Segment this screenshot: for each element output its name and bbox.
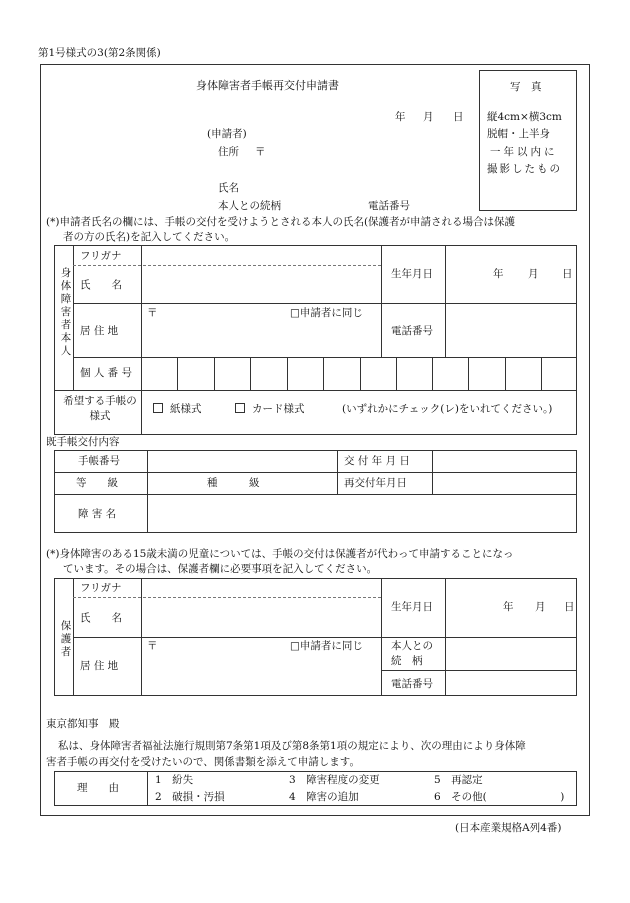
guardian-side-label: 保護者 bbox=[60, 620, 72, 658]
reason-option-lost[interactable]: 1 紛失 bbox=[155, 774, 194, 786]
guardian-birth-year: 年 bbox=[503, 601, 514, 613]
person-mynumber-label: 個 人 番 号 bbox=[80, 367, 133, 379]
guardian-address-label: 居 住 地 bbox=[80, 660, 119, 672]
existing-grade-label: 等 級 bbox=[76, 477, 118, 489]
photo-line-2: 脱帽・上半身 bbox=[487, 128, 550, 140]
existing-reissue-date-label: 再交付年月日 bbox=[344, 477, 407, 489]
person-birth-label: 生年月日 bbox=[391, 268, 433, 280]
card-format-option[interactable] bbox=[235, 403, 305, 415]
reason-option-recertification[interactable]: 5 再認定 bbox=[434, 774, 483, 786]
paper-format-label: 紙様式 bbox=[170, 403, 202, 415]
guardian-relation-label-1: 本人との bbox=[391, 640, 433, 652]
applicant-name-label: 氏名 bbox=[218, 182, 239, 194]
statement-line-1: 私は、身体障害者福祉法施行規則第7条第1項及び第8条第1項の規定により、次の理由により身体障 bbox=[58, 740, 526, 752]
applicant-address-label: 住所 bbox=[218, 146, 239, 158]
form-title: 身体障害者手帳再交付申請書 bbox=[196, 79, 339, 92]
photo-title: 写 真 bbox=[510, 81, 542, 93]
existing-heading: 既手帳交付内容 bbox=[46, 436, 120, 448]
existing-issue-date-label: 交 付 年 月 日 bbox=[344, 455, 410, 467]
note-2-line-1: (*)身体障害のある15歳未満の児童については、手帳の交付は保護者が代わって申請することになっ bbox=[46, 548, 514, 560]
photo-line-3: 一年以内に bbox=[490, 146, 558, 158]
existing-table bbox=[54, 450, 577, 533]
card-format-checkbox[interactable] bbox=[235, 403, 245, 413]
statement-line-2: 害者手帳の再交付を受けたいので、関係書類を添えて申請します。 bbox=[46, 756, 360, 768]
guardian-birth-day: 日 bbox=[564, 601, 575, 613]
guardian-name-label: 氏 名 bbox=[80, 612, 122, 624]
person-phone-label: 電話番号 bbox=[391, 325, 433, 337]
wish-format-label: 希望する手帳の様式 bbox=[63, 395, 137, 422]
person-postal-mark: 〒 bbox=[147, 307, 158, 319]
date-year: 年 bbox=[395, 111, 406, 123]
guardian-phone-label: 電話番号 bbox=[391, 678, 433, 690]
photo-line-4: 撮影したもの bbox=[487, 163, 562, 175]
existing-number-label: 手帳番号 bbox=[78, 455, 120, 467]
date-day: 日 bbox=[453, 111, 464, 123]
guardian-furigana-label: フリガナ bbox=[80, 582, 122, 594]
applicant-label: (申請者) bbox=[207, 128, 247, 140]
addressee: 東京都知事 殿 bbox=[46, 718, 120, 730]
person-name-label: 氏 名 bbox=[80, 279, 122, 291]
form-number: 第1号様式の3(第2条関係) bbox=[38, 47, 161, 59]
existing-disability-label: 障 害 名 bbox=[78, 508, 117, 520]
reason-option-additional[interactable]: 4 障害の追加 bbox=[289, 791, 359, 803]
photo-line-1: 縦4cm×横3cm bbox=[487, 111, 562, 123]
reason-option-damaged[interactable]: 2 破損・汚損 bbox=[155, 791, 225, 803]
person-same-as-applicant[interactable]: □申請者に同じ bbox=[290, 307, 363, 319]
person-birth-day: 日 bbox=[562, 268, 573, 280]
applicant-phone-label: 電話番号 bbox=[368, 200, 410, 212]
guardian-birth-month: 月 bbox=[535, 601, 546, 613]
applicant-relation-label: 本人との続柄 bbox=[218, 200, 281, 212]
check-note: (いずれかにチェック(レ)をいれてください。) bbox=[342, 403, 553, 415]
guardian-birth-label: 生年月日 bbox=[391, 601, 433, 613]
note-1-line-1: (*)申請者氏名の欄には、手帳の交付を受けようとされる本人の氏名(保護者が申請される場合は保護 bbox=[46, 216, 516, 228]
person-address-label: 居 住 地 bbox=[80, 325, 119, 337]
existing-type-label: 種 級 bbox=[207, 477, 260, 489]
reason-label: 理 由 bbox=[77, 782, 119, 794]
person-birth-month: 月 bbox=[528, 268, 539, 280]
person-birth-year: 年 bbox=[493, 268, 504, 280]
reason-option-degree-change[interactable]: 3 障害程度の変更 bbox=[289, 774, 380, 786]
paper-format-option[interactable] bbox=[153, 403, 202, 415]
person-side-label: 身体障害者本人 bbox=[60, 267, 72, 357]
guardian-same-as-applicant[interactable]: □申請者に同じ bbox=[290, 640, 363, 652]
applicant-postal-mark: 〒 bbox=[255, 146, 266, 158]
note-1-line-2: 者の方の氏名)を記入してください。 bbox=[63, 231, 236, 243]
guardian-postal-mark: 〒 bbox=[147, 640, 158, 652]
note-2-line-2: ています。その場合は、保護者欄に必要事項を記入してください。 bbox=[63, 563, 378, 575]
guardian-relation-label-2: 続 柄 bbox=[391, 655, 423, 667]
date-month: 月 bbox=[423, 111, 434, 123]
person-furigana-label: フリガナ bbox=[80, 250, 122, 262]
reason-option-other[interactable]: 6 その他( ) bbox=[434, 791, 565, 803]
card-format-label: カード様式 bbox=[252, 403, 305, 415]
paper-format-checkbox[interactable] bbox=[153, 403, 163, 413]
footer-spec: (日本産業規格A列4番) bbox=[455, 822, 562, 834]
